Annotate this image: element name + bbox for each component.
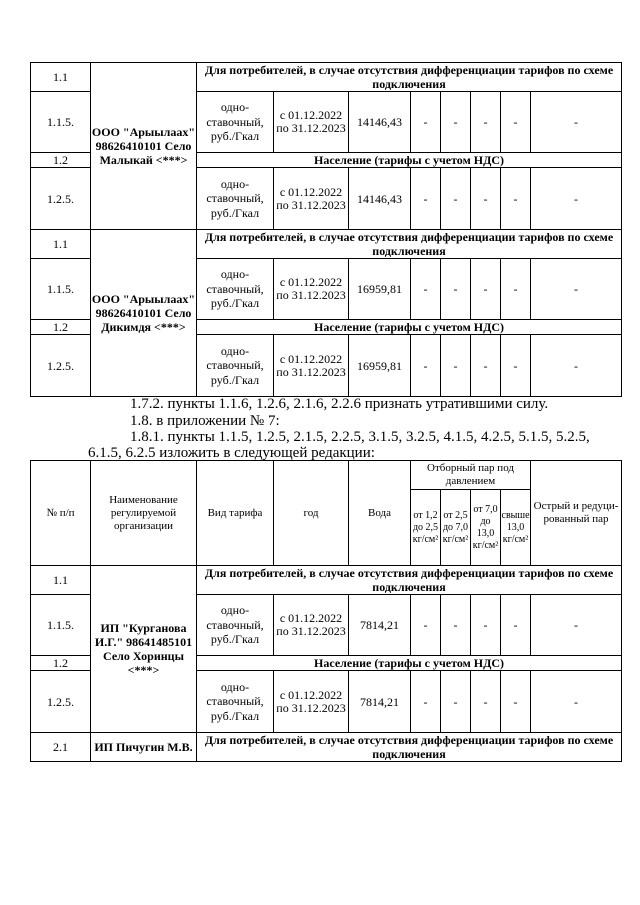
steam-2-value: - bbox=[441, 671, 471, 733]
header-water: Вода bbox=[349, 461, 411, 566]
steam-4-value: - bbox=[501, 335, 531, 397]
tariff-period: с 01.12.2022 по 31.12.2023 bbox=[274, 595, 349, 656]
organization-name: ООО "Арыылаах" 98626410101 Село Дикимдя <***> bbox=[91, 230, 197, 397]
tariff-type: одно-ставочный, руб./Гкал bbox=[197, 259, 274, 320]
header-steam-group: Отборный пар под давлением bbox=[411, 461, 531, 490]
tariff-type: одно-ставочный, руб./Гкал bbox=[197, 335, 274, 397]
row-number: 1.1.5. bbox=[31, 92, 91, 153]
steam-3-value: - bbox=[471, 335, 501, 397]
steam-2-value: - bbox=[441, 92, 471, 153]
sharp-steam-value: - bbox=[531, 259, 622, 320]
steam-2-value: - bbox=[441, 595, 471, 656]
steam-3-value: - bbox=[471, 595, 501, 656]
steam-3-value: - bbox=[471, 92, 501, 153]
steam-2-value: - bbox=[441, 335, 471, 397]
section-heading: Для потребителей, в случае отсутствия дифференциации тарифов по схеме подключения bbox=[197, 63, 622, 92]
section-number: 1.1 bbox=[31, 63, 91, 92]
tariff-type: одно-ставочный, руб./Гкал bbox=[197, 168, 274, 230]
tariff-period: с 01.12.2022 по 31.12.2023 bbox=[274, 92, 349, 153]
sharp-steam-value: - bbox=[531, 671, 622, 733]
header-steam-1: от 1,2 до 2,5 кг/см² bbox=[411, 490, 441, 566]
steam-2-value: - bbox=[441, 168, 471, 230]
row-number: 1.2.5. bbox=[31, 168, 91, 230]
steam-4-value: - bbox=[501, 92, 531, 153]
tariff-period: с 01.12.2022 по 31.12.2023 bbox=[274, 168, 349, 230]
population-section-number: 1.2 bbox=[31, 656, 91, 671]
tariff-type: одно-ставочный, руб./Гкал bbox=[197, 92, 274, 153]
organization-name: ИП Пичугин М.В. bbox=[91, 733, 197, 762]
population-section-number: 1.2 bbox=[31, 320, 91, 335]
section-number: 1.1 bbox=[31, 566, 91, 595]
section-heading: Для потребителей, в случае отсутствия дифференциации тарифов по схеме подключения bbox=[197, 733, 622, 762]
steam-1-value: - bbox=[411, 671, 441, 733]
header-organization: Наименование регулируемой организации bbox=[91, 461, 197, 566]
steam-1-value: - bbox=[411, 335, 441, 397]
steam-4-value: - bbox=[501, 168, 531, 230]
sharp-steam-value: - bbox=[531, 595, 622, 656]
header-number: № п/п bbox=[31, 461, 91, 566]
water-tariff: 14146,43 bbox=[349, 168, 411, 230]
header-steam-3: от 7,0 до 13,0 кг/см² bbox=[471, 490, 501, 566]
tariff-period: с 01.12.2022 по 31.12.2023 bbox=[274, 335, 349, 397]
population-heading: Население (тарифы с учетом НДС) bbox=[197, 153, 622, 168]
paragraph-1-8-1: 1.8.1. пункты 1.1.5, 1.2.5, 2.1.5, 2.2.5, 3.1.5, 3.2.5, 4.1.5, 4.2.5, 5.1.5, 5.2.5, bbox=[130, 429, 590, 445]
population-heading: Население (тарифы с учетом НДС) bbox=[197, 656, 622, 671]
steam-4-value: - bbox=[501, 671, 531, 733]
water-tariff: 7814,21 bbox=[349, 595, 411, 656]
sharp-steam-value: - bbox=[531, 92, 622, 153]
sharp-steam-value: - bbox=[531, 168, 622, 230]
header-tariff-type: Вид тарифа bbox=[197, 461, 274, 566]
population-heading: Население (тарифы с учетом НДС) bbox=[197, 320, 622, 335]
section-number: 1.1 bbox=[31, 230, 91, 259]
tariff-period: с 01.12.2022 по 31.12.2023 bbox=[274, 259, 349, 320]
row-number: 1.1.5. bbox=[31, 259, 91, 320]
row-number: 1.1.5. bbox=[31, 595, 91, 656]
water-tariff: 7814,21 bbox=[349, 671, 411, 733]
steam-1-value: - bbox=[411, 259, 441, 320]
steam-3-value: - bbox=[471, 671, 501, 733]
steam-2-value: - bbox=[441, 259, 471, 320]
water-tariff: 16959,81 bbox=[349, 335, 411, 397]
header-steam-4: свыше 13,0 кг/см² bbox=[501, 490, 531, 566]
tariff-type: одно-ставочный, руб./Гкал bbox=[197, 595, 274, 656]
steam-3-value: - bbox=[471, 168, 501, 230]
header-sharp-steam: Острый и редуци-рованный пар bbox=[531, 461, 622, 566]
paragraph-1-8-1-cont: 6.1.5, 6.2.5 изложить в следующей редакции: bbox=[88, 445, 375, 461]
section-number: 2.1 bbox=[31, 733, 91, 762]
population-section-number: 1.2 bbox=[31, 153, 91, 168]
row-number: 1.2.5. bbox=[31, 671, 91, 733]
steam-1-value: - bbox=[411, 595, 441, 656]
paragraph-1-7-2: 1.7.2. пункты 1.1.6, 1.2.6, 2.1.6, 2.2.6 признать утратившими силу. bbox=[130, 396, 549, 412]
header-steam-2: от 2,5 до 7,0 кг/см² bbox=[441, 490, 471, 566]
organization-name: ИП "Курганова И.Г." 98641485101 Село Хоринцы <***> bbox=[91, 566, 197, 733]
organization-name: ООО "Арыылаах" 98626410101 Село Малыкай <***> bbox=[91, 63, 197, 230]
tariff-table-2 bbox=[30, 460, 622, 762]
steam-4-value: - bbox=[501, 259, 531, 320]
water-tariff: 14146,43 bbox=[349, 92, 411, 153]
steam-1-value: - bbox=[411, 92, 441, 153]
tariff-type: одно-ставочный, руб./Гкал bbox=[197, 671, 274, 733]
steam-4-value: - bbox=[501, 595, 531, 656]
header-year: год bbox=[274, 461, 349, 566]
row-number: 1.2.5. bbox=[31, 335, 91, 397]
water-tariff: 16959,81 bbox=[349, 259, 411, 320]
paragraph-1-8: 1.8. в приложении № 7: bbox=[130, 413, 280, 429]
steam-1-value: - bbox=[411, 168, 441, 230]
tariff-period: с 01.12.2022 по 31.12.2023 bbox=[274, 671, 349, 733]
tariff-table-1 bbox=[30, 62, 622, 397]
steam-3-value: - bbox=[471, 259, 501, 320]
section-heading: Для потребителей, в случае отсутствия дифференциации тарифов по схеме подключения bbox=[197, 230, 622, 259]
sharp-steam-value: - bbox=[531, 335, 622, 397]
section-heading: Для потребителей, в случае отсутствия дифференциации тарифов по схеме подключения bbox=[197, 566, 622, 595]
